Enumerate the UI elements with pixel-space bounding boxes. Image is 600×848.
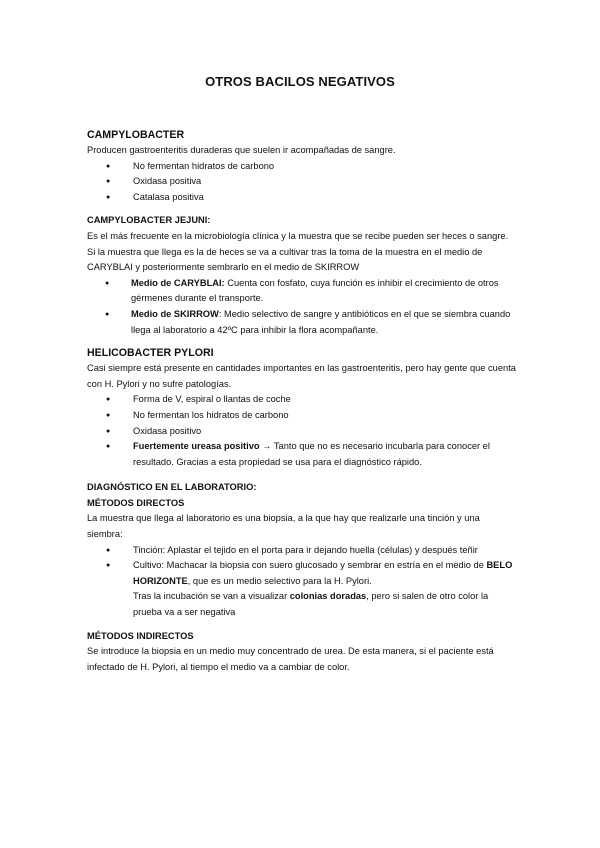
belo-horizonte-label: BELO HORIZONTE [133,560,513,586]
jejuni-paragraph: Es el más frecuente en la microbiología clínica y la muestra que se recibe pueden ser heces o sangre. Si la muestra que llega es la de heces se va a cultivar tras la toma de la muestra en el medio de CARYBLAI y posteriormente sembrarlo en el medio de SKIRROW [87,230,509,273]
skirrow-text: : Medio selectivo de sangre y antibióticos en el que se siembra cuando llega al laboratorio a 42ºC para inhibir la flora acompañante. [131,308,511,335]
list-item: ● Tinción: Aplastar el tejido en el porta para ir dejando huella (células) y después teñir [87,543,517,559]
cultivo-text-end: , que es un medio selectivo para la H. Pylori. [187,575,372,586]
diagnostico-heading: DIAGNÓSTICO EN EL LABORATORIO: [87,482,257,493]
page-title: OTROS BACILOS NEGATIVOS [205,74,395,89]
directos-list [87,543,517,590]
campylobacter-heading: CAMPYLOBACTER [87,129,185,141]
helicobacter-heading: HELICOBACTER PYLORI [87,347,214,360]
incubacion-text-end: , pero si salen de otro color la prueba va a ser negativa [133,591,489,618]
jejuni-list [87,276,517,338]
jejuni-heading: CAMPYLOBACTER JEJUNI: [87,215,211,226]
cultivo-text: Cultivo: Machacar la biopsia con suero glucosado y sembrar en estría en el medio de [133,560,487,571]
list-item [87,307,517,338]
list-item: ● Oxidasa positiva [87,174,517,190]
directos-heading: MÉTODOS DIRECTOS [87,497,185,508]
helicobacter-list [87,392,517,470]
list-item: ● No fermentan hidratos de carbono [87,159,517,175]
colonias-doradas-label: colonias doradas [289,591,367,602]
list-item [87,558,517,589]
caryblai-text: Cuenta con fosfato, cuya función es inhibir el crecimiento de otros gérmenes durante el transporte. [131,277,499,304]
directos-intro: La muestra que llega al laboratorio es una biopsia, a la que hay que realizarle una tinción y una siembra: [87,513,480,540]
document-body [87,128,517,675]
helicobacter-intro: Casi siempre está presente en cantidades importantes en las gastroenteritis, pero hay gente que cuenta con H. Pylori y no sufre patologías. [87,363,516,389]
list-item: ● Catalasa positiva [87,190,517,206]
skirrow-label: Medio de SKIRROW [131,308,219,319]
list-item: ● Oxidasa positivo [87,424,517,440]
section-diagnostico [87,480,517,675]
section-helicobacter [87,346,517,470]
incubacion-text: Tras la incubación se van a visualizar [133,591,290,602]
campylobacter-intro: Producen gastroenteritis duraderas que suelen ir acompañadas de sangre. [87,145,396,155]
section-campylobacter [87,128,517,205]
indirectos-heading: MÉTODOS INDIRECTOS [87,630,194,641]
section-jejuni [87,213,517,338]
indirectos-paragraph: Se introduce la biopsia en un medio muy concentrado de urea. De esta manera, si el paciente está infectado de H. Pylori, al tiempo el medio va a cambiar de color. [87,646,494,672]
list-item [87,439,517,470]
list-item [87,276,517,307]
caryblai-label: Medio de CARYBLAI: [131,277,225,288]
ureasa-label: Fuertemente ureasa positivo [133,441,260,452]
campylobacter-list [87,159,517,206]
list-item: ● Forma de V, espiral o llantas de coche [87,392,517,408]
incubacion-paragraph [87,589,517,620]
list-item: ● No fermentan los hidratos de carbono [87,408,517,424]
ureasa-text: → Tanto que no es necesario incubarla para conocer el resultado. Gracias a esta propiedad se usa para el diagnóstico rápido. [133,441,490,467]
